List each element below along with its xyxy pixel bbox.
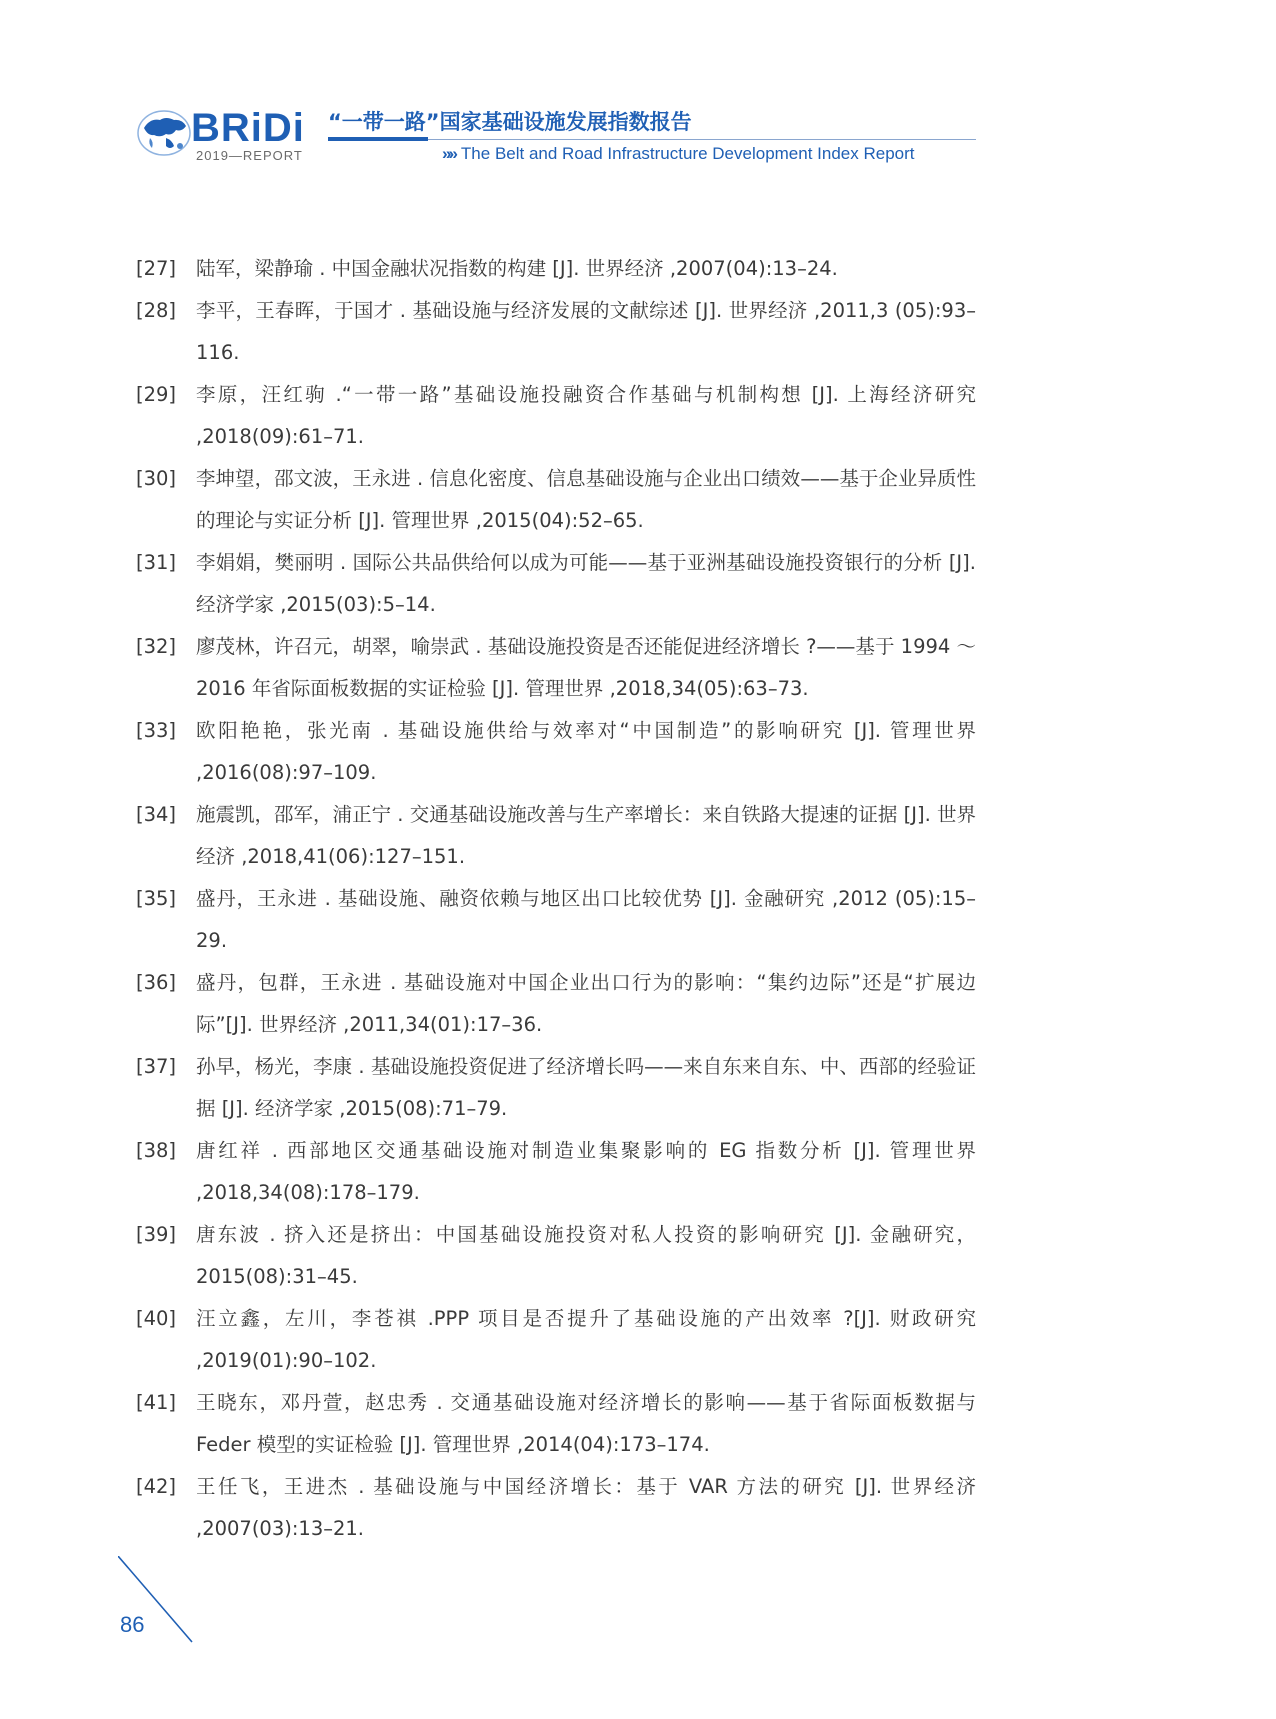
reference-number: [29] xyxy=(136,383,177,406)
reference-number: [36] xyxy=(136,971,177,994)
reference-item xyxy=(136,1046,976,1130)
reference-text: 汪立鑫，左川，李苍祺 .PPP 项目是否提升了基础设施的产出效率 ?[J]. 财政研究 ,2019(01):90–102. xyxy=(196,1307,976,1372)
reference-text: 陆军，梁静瑜 . 中国金融状况指数的构建 [J]. 世界经济 ,2007(04):13–24. xyxy=(196,257,838,280)
reference-list xyxy=(136,248,976,1550)
report-title-english-text: The Belt and Road Infrastructure Development Index Report xyxy=(460,144,915,163)
reference-text: 李坤望，邵文波，王永进 . 信息化密度、信息基础设施与企业出口绩效——基于企业异质性的理论与实证分析 [J]. 管理世界 ,2015(04):52–65. xyxy=(196,467,976,532)
reference-text: 王晓东，邓丹萱，赵忠秀 . 交通基础设施对经济增长的影响——基于省际面板数据与 Feder 模型的实证检验 [J]. 管理世界 ,2014(04):173–174. xyxy=(196,1391,976,1456)
reference-text: 盛丹，王永进 . 基础设施、融资依赖与地区出口比较优势 [J]. 金融研究 ,2012 (05):15–29. xyxy=(196,887,976,952)
reference-text: 孙早，杨光，李康 . 基础设施投资促进了经济增长吗——来自东来自东、中、西部的经验证据 [J]. 经济学家 ,2015(08):71–79. xyxy=(196,1055,976,1120)
reference-item xyxy=(136,374,976,458)
page-header xyxy=(136,104,976,174)
reference-item xyxy=(136,542,976,626)
reference-number: [37] xyxy=(136,1055,177,1078)
reference-item xyxy=(136,794,976,878)
reference-item xyxy=(136,290,976,374)
reference-item xyxy=(136,1382,976,1466)
globe-icon xyxy=(136,108,198,158)
reference-number: [38] xyxy=(136,1139,177,1162)
reference-item xyxy=(136,962,976,1046)
bridi-logo xyxy=(136,104,306,168)
reference-number: [32] xyxy=(136,635,177,658)
reference-number: [39] xyxy=(136,1223,177,1246)
reference-text: 施震凯，邵军，浦正宁 . 交通基础设施改善与生产率增长：来自铁路大提速的证据 [J]. 世界经济 ,2018,41(06):127–151. xyxy=(196,803,976,868)
reference-number: [42] xyxy=(136,1475,177,1498)
reference-number: [27] xyxy=(136,257,177,280)
logo-subtitle: 2019—REPORT xyxy=(196,148,303,163)
reference-number: [30] xyxy=(136,467,177,490)
corner-diagonal-line xyxy=(118,1556,218,1656)
reference-item xyxy=(136,626,976,710)
reference-item xyxy=(136,1214,976,1298)
title-rule-thin xyxy=(428,139,976,140)
reference-text: 盛丹，包群，王永进 . 基础设施对中国企业出口行为的影响：“集约边际”还是“扩展边际”[J]. 世界经济 ,2011,34(01):17–36. xyxy=(196,971,976,1036)
reference-number: [34] xyxy=(136,803,177,826)
reference-item xyxy=(136,248,976,290)
reference-number: [35] xyxy=(136,887,177,910)
reference-text: 王任飞，王进杰 . 基础设施与中国经济增长：基于 VAR 方法的研究 [J]. 世界经济 ,2007(03):13–21. xyxy=(196,1475,976,1540)
reference-item xyxy=(136,878,976,962)
reference-item xyxy=(136,710,976,794)
reference-item xyxy=(136,1466,976,1550)
reference-text: 李平，王春晖，于国才 . 基础设施与经济发展的文献综述 [J]. 世界经济 ,2011,3 (05):93–116. xyxy=(196,299,976,364)
reference-item xyxy=(136,1130,976,1214)
reference-number: [28] xyxy=(136,299,177,322)
reference-text: 唐红祥 . 西部地区交通基础设施对制造业集聚影响的 EG 指数分析 [J]. 管理世界 ,2018,34(08):178–179. xyxy=(196,1139,976,1204)
chevrons-icon: »» xyxy=(442,144,455,163)
reference-text: 欧阳艳艳，张光南 . 基础设施供给与效率对“中国制造”的影响研究 [J]. 管理世界 ,2016(08):97–109. xyxy=(196,719,976,784)
reference-number: [33] xyxy=(136,719,177,742)
title-rule-thick xyxy=(328,137,428,141)
reference-number: [40] xyxy=(136,1307,177,1330)
reference-item xyxy=(136,458,976,542)
reference-text: 李原，汪红驹 .“一带一路”基础设施投融资合作基础与机制构想 [J]. 上海经济研究 ,2018(09):61–71. xyxy=(196,383,976,448)
reference-text: 李娟娟，樊丽明 . 国际公共品供给何以成为可能——基于亚洲基础设施投资银行的分析 [J]. 经济学家 ,2015(03):5–14. xyxy=(196,551,976,616)
reference-item xyxy=(136,1298,976,1382)
reference-number: [41] xyxy=(136,1391,177,1414)
reference-text: 唐东波 . 挤入还是挤出：中国基础设施投资对私人投资的影响研究 [J]. 金融研究，2015(08):31–45. xyxy=(196,1223,976,1288)
report-title-chinese: “一带一路”国家基础设施发展指数报告 xyxy=(328,110,692,134)
logo-wordmark: BRiDi xyxy=(191,106,305,150)
reference-text: 廖茂林，许召元，胡翠，喻崇武 . 基础设施投资是否还能促进经济增长 ?——基于 1994 ～ 2016 年省际面板数据的实证检验 [J]. 管理世界 ,2018,34(05):63–73. xyxy=(196,635,976,700)
report-title-english xyxy=(442,144,915,164)
reference-number: [31] xyxy=(136,551,177,574)
page-number: 86 xyxy=(120,1612,145,1637)
